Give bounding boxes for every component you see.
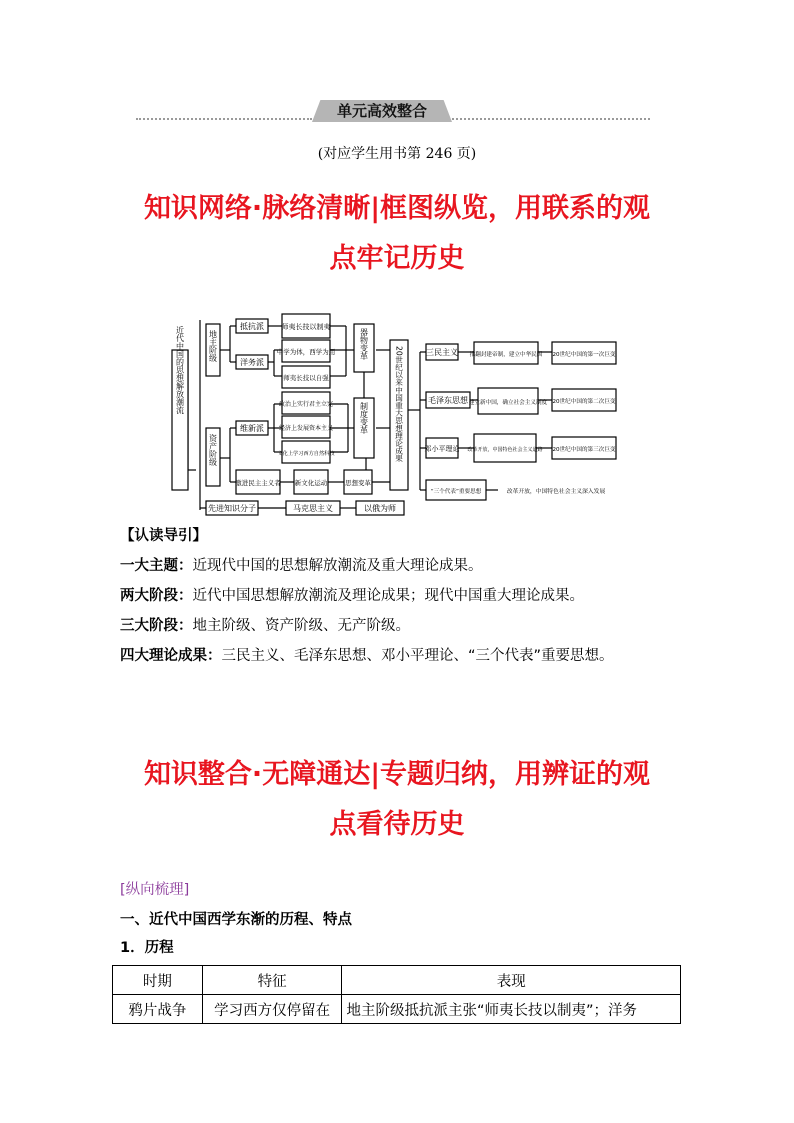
node-west-idea2: 师夷长技以自强 xyxy=(283,374,329,382)
vertical-review-tag: [纵向梳理] xyxy=(120,882,190,898)
node-r3-outcome: 改革开放，中国特色社会主义道路 xyxy=(467,447,543,453)
node-20th-century-theories: 20世纪以来中国重大思想理论成果 xyxy=(394,346,404,463)
guide-line-3: 三大阶段：地主阶级、资产阶级、无产阶级。 xyxy=(120,618,410,634)
node-reform-idea1: 政治上实行君主立宪 xyxy=(278,401,334,408)
node-three-principles: 三民主义 xyxy=(426,348,458,357)
header-manifestation: 表现 xyxy=(342,966,681,995)
header-band-title: 单元高效整合 xyxy=(336,102,427,120)
node-bourgeois-class: 资产阶级 xyxy=(208,434,218,466)
node-west-idea1: 中学为体，西学为用 xyxy=(276,348,336,356)
cell-feature: 学习西方仅停留在 xyxy=(202,995,342,1024)
guide-line-2: 两大阶段：近代中国思想解放潮流及理论成果；现代中国重大理论成果。 xyxy=(120,588,584,604)
node-radical-democrats: 激进民主主义者 xyxy=(235,479,281,487)
node-r1-change: 20世纪中国的第一次巨变 xyxy=(552,352,616,358)
guide-line-1: 一大主题：近现代中国的思想解放潮流及重大理论成果。 xyxy=(120,558,483,574)
node-westernization-faction: 洋务派 xyxy=(240,358,264,367)
node-reform-faction: 维新派 xyxy=(240,424,264,433)
guide-heading: 【认读导引】 xyxy=(120,528,207,544)
section2-title-line1: 知识整合·无障通达|专题归纳，用辨证的观 xyxy=(143,759,651,790)
node-resist-idea: 师夷长技以制夷 xyxy=(281,323,331,331)
node-new-culture-movement: 新文化运动 xyxy=(294,479,328,487)
header-divider-right xyxy=(452,118,650,120)
cell-manifestation: 地主阶级抵抗派主张“师夷长技以制夷”；洋务 xyxy=(342,995,681,1024)
node-r3-change: 20世纪中国的第三次巨变 xyxy=(552,447,616,453)
section2-title-line2: 点看待历史 xyxy=(329,809,465,840)
cell-period: 鸦片战争 xyxy=(113,995,203,1024)
header-divider-left xyxy=(136,118,312,120)
guide-line-4: 四大理论成果：三民主义、毛泽东思想、邓小平理论、“三个代表”重要思想。 xyxy=(120,648,614,664)
node-landlord-class: 地主阶级 xyxy=(208,330,218,362)
node-deng-theory: 邓小平理论 xyxy=(424,445,460,453)
subsection-heading: 一、近代中国西学东渐的历程、特点 xyxy=(120,912,352,928)
node-resistance-faction: 抵抗派 xyxy=(240,322,264,331)
node-reform-idea3: 文化上学习西方自然科技 xyxy=(277,451,335,457)
section1-title-line2: 点牢记历史 xyxy=(329,243,465,274)
table-header-row xyxy=(113,966,681,995)
node-three-represents: “三个代表”重要思想 xyxy=(430,489,482,495)
node-r2-outcome: 建立新中国，确立社会主义制度 xyxy=(468,400,548,406)
sub-item-heading: 1．历程 xyxy=(120,940,174,956)
node-mao-thought: 毛泽东思想 xyxy=(428,396,468,405)
node-r4-outcome: 改革开放，中国特色社会主义深入发展 xyxy=(506,489,606,495)
node-thought-change: 思想变革 xyxy=(345,479,371,487)
node-marxism: 马克思主义 xyxy=(293,504,333,513)
history-table xyxy=(112,965,681,1024)
knowledge-framework-diagram xyxy=(168,310,624,516)
page-reference: (对应学生用书第 246 页) xyxy=(317,146,477,162)
table-row xyxy=(113,995,681,1024)
node-r2-change: 20世纪中国的第二次巨变 xyxy=(552,399,616,405)
header-period: 时期 xyxy=(113,966,203,995)
node-system-change: 制度变革 xyxy=(359,402,369,434)
node-implements-change: 器物变革 xyxy=(359,328,369,360)
node-root: 近代中国的思想解放潮流 xyxy=(175,326,185,414)
node-reform-idea2: 经济上发展资本主义 xyxy=(278,425,334,432)
node-r1-outcome: 推翻封建帝制，建立中华民国 xyxy=(469,352,543,358)
node-advanced-intellectuals: 先进知识分子 xyxy=(208,504,256,513)
section1-title-line1: 知识网络·脉络清晰|框图纵览，用联系的观 xyxy=(143,193,651,224)
header-feature: 特征 xyxy=(202,966,342,995)
node-learn-from-russia: 以俄为师 xyxy=(364,504,396,513)
